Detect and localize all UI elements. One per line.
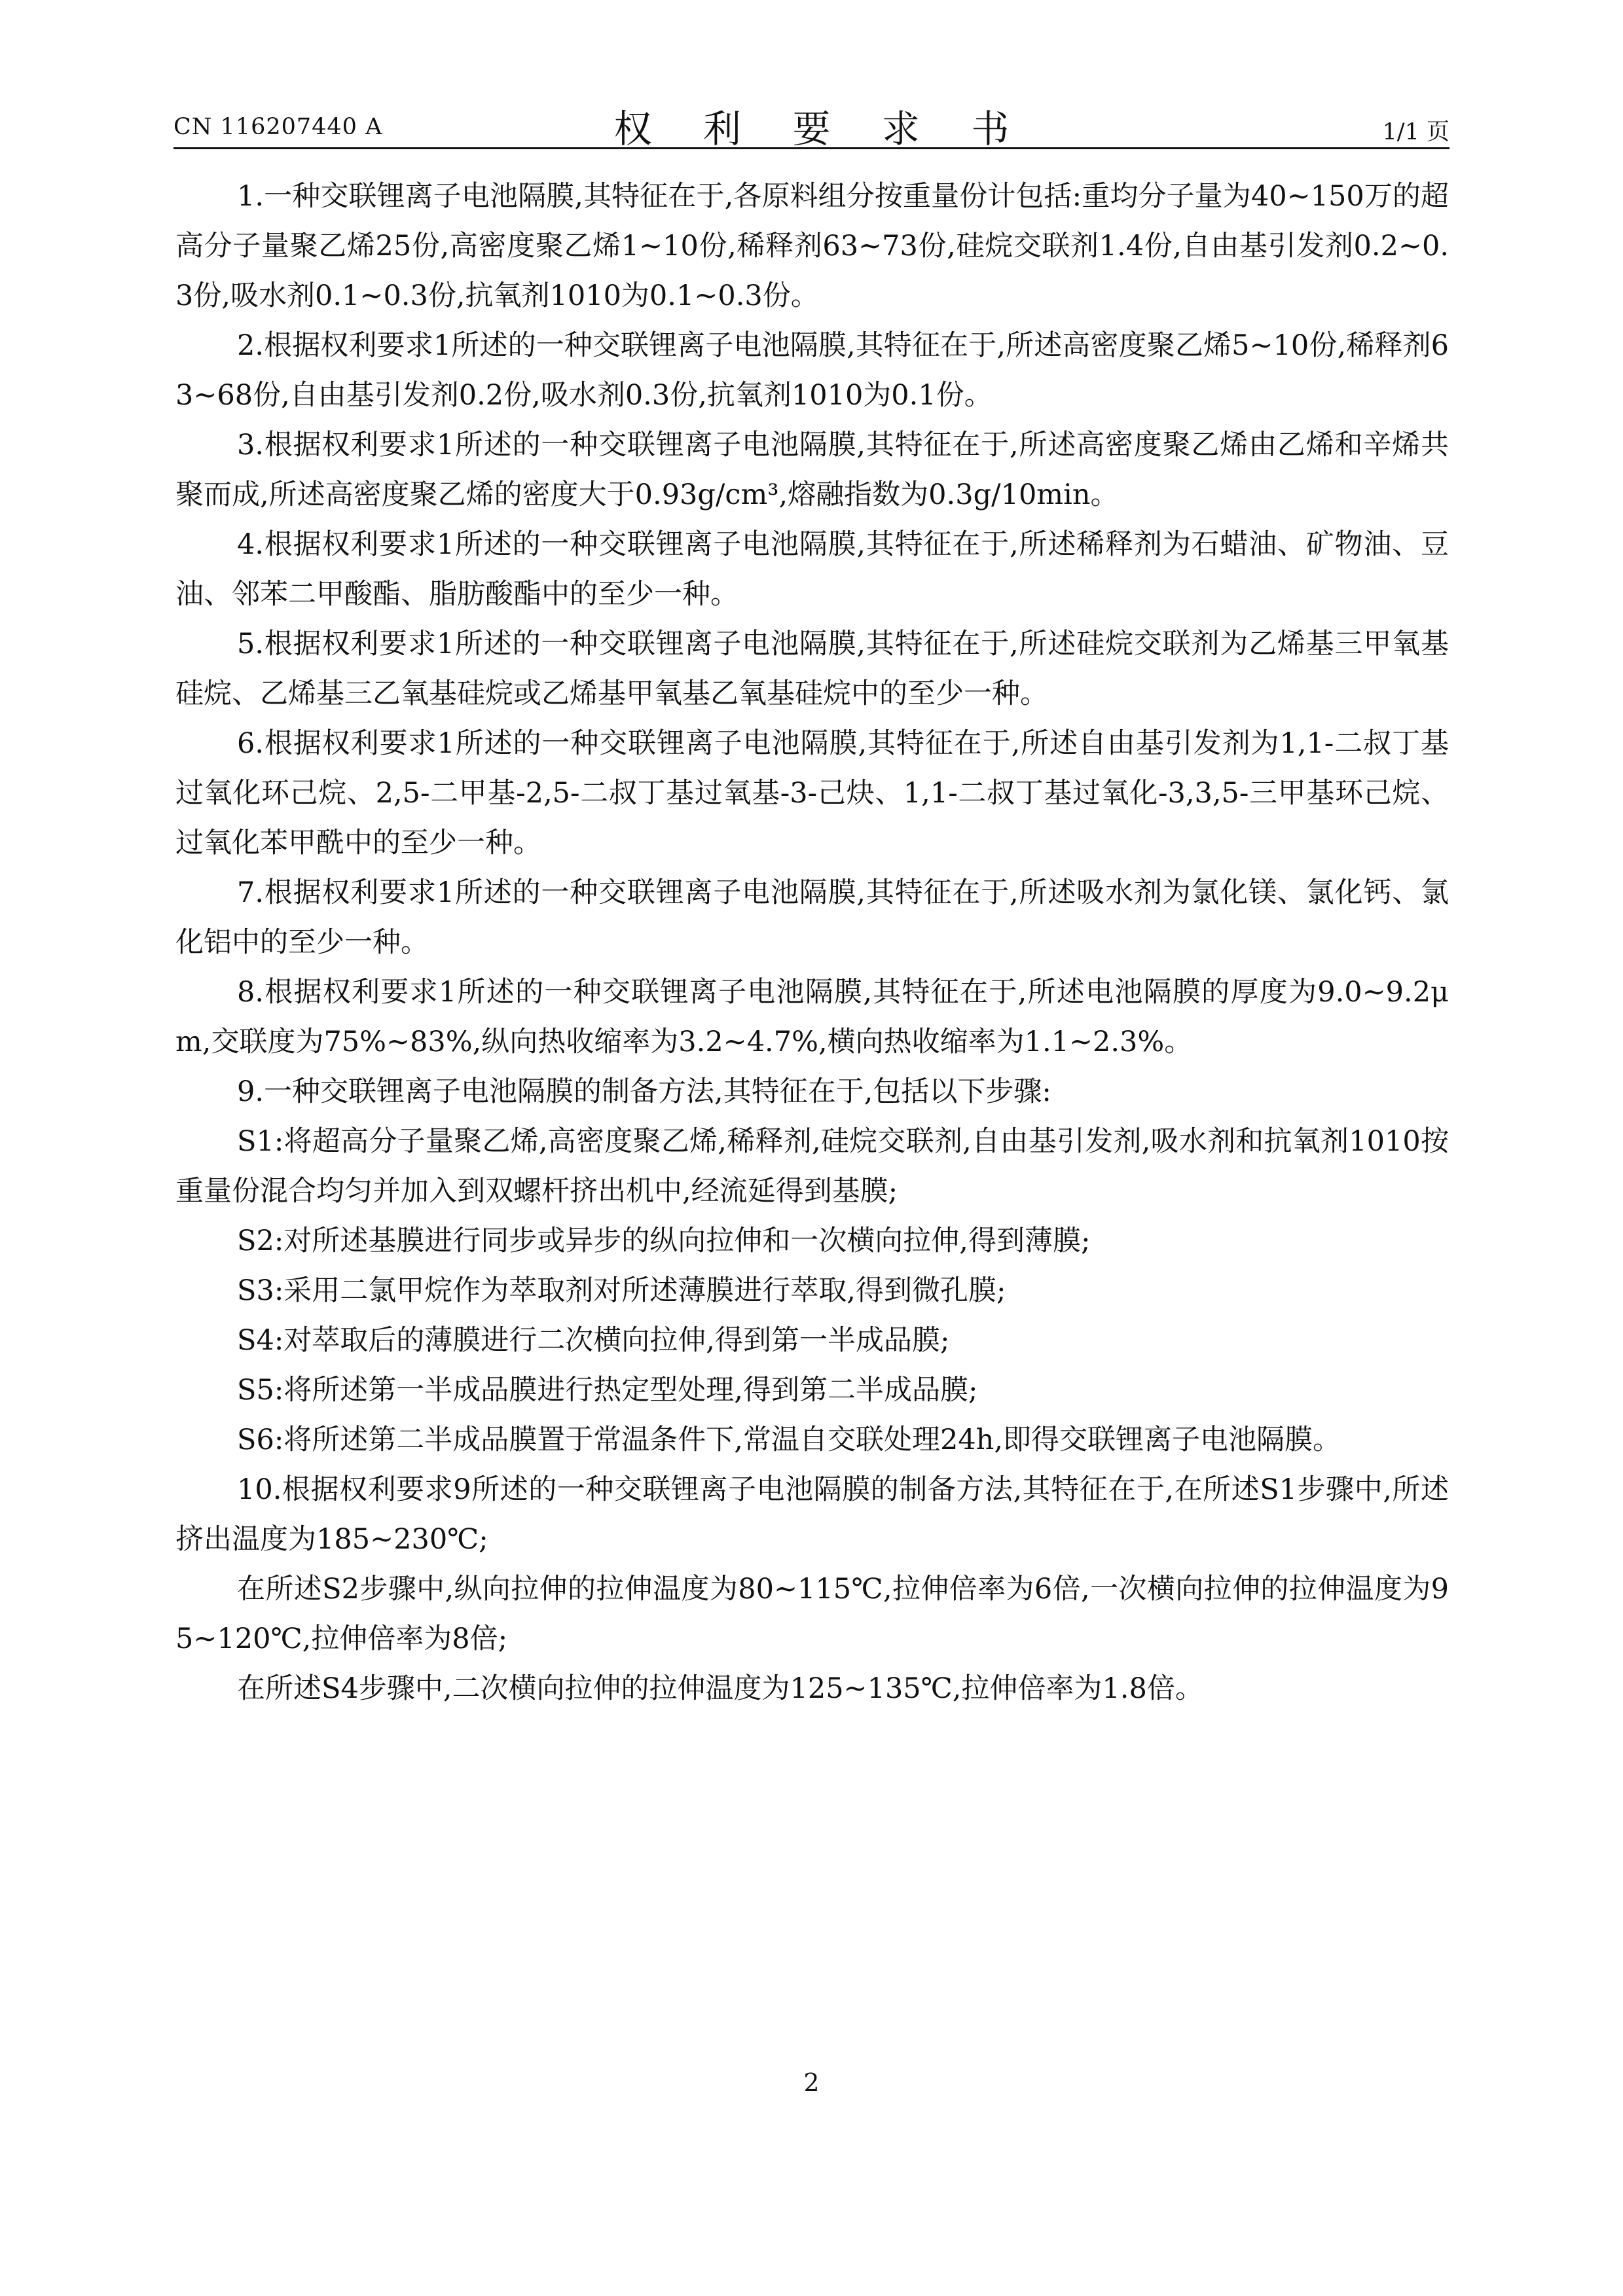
claim-6: 6.根据权利要求1所述的一种交联锂离子电池隔膜,其特征在于,所述自由基引发剂为1,1-二叔丁基过氧化环己烷、2,5-二甲基-2,5-二叔丁基过氧基-3-己炔、1,1-二叔丁基过氧化-3,3,5-三甲基环己烷、过氧化苯甲酰中的至少一种。	[175, 727, 1449, 859]
claim-2: 2.根据权利要求1所述的一种交联锂离子电池隔膜,其特征在于,所述高密度聚乙烯5~10份,稀释剂63~68份,自由基引发剂0.2份,吸水剂0.3份,抗氧剂1010为0.1份。	[175, 329, 1449, 412]
claim-5: 5.根据权利要求1所述的一种交联锂离子电池隔膜,其特征在于,所述硅烷交联剂为乙烯基三甲氧基硅烷、乙烯基三乙氧基硅烷或乙烯基甲氧基乙氧基硅烷中的至少一种。	[175, 628, 1449, 710]
patent-number: CN 116207440 A	[173, 114, 383, 140]
page-header	[173, 98, 1450, 151]
claim-8: 8.根据权利要求1所述的一种交联锂离子电池隔膜,其特征在于,所述电池隔膜的厚度为9.0~9.2μm,交联度为75%~83%,纵向热收缩率为3.2~4.7%,横向热收缩率为1.1~2.3%。	[175, 976, 1449, 1058]
document-title: 权 利 要 求 书	[613, 107, 1029, 151]
claim-1: 1.一种交联锂离子电池隔膜,其特征在于,各原料组分按重量份计包括:重均分子量为40~150万的超高分子量聚乙烯25份,高密度聚乙烯1~10份,稀释剂63~73份,硅烷交联剂1.4份,自由基引发剂0.2~0.3份,吸水剂0.1~0.3份,抗氧剂1010为0.1~0.3份。	[175, 180, 1449, 312]
claim-4: 4.根据权利要求1所述的一种交联锂离子电池隔膜,其特征在于,所述稀释剂为石蜡油、矿物油、豆油、邻苯二甲酸酯、脂肪酸酯中的至少一种。	[175, 528, 1449, 611]
page-indicator: 1/1 页	[1382, 119, 1450, 145]
claim-9-step-s5: S5:将所述第一半成品膜进行热定型处理,得到第二半成品膜;	[237, 1374, 978, 1407]
claim-10-s2-detail: 在所述S2步骤中,纵向拉伸的拉伸温度为80~115℃,拉伸倍率为6倍,一次横向拉伸的拉伸温度为95~120℃,拉伸倍率为8倍;	[175, 1573, 1449, 1655]
claim-9-step-s4: S4:对萃取后的薄膜进行二次横向拉伸,得到第一半成品膜;	[237, 1324, 950, 1357]
claim-3: 3.根据权利要求1所述的一种交联锂离子电池隔膜,其特征在于,所述高密度聚乙烯由乙烯和辛烯共聚而成,所述高密度聚乙烯的密度大于0.93g/cm³,熔融指数为0.3g/10min。	[175, 429, 1449, 511]
claim-10-s4-detail: 在所述S4步骤中,二次横向拉伸的拉伸温度为125~135℃,拉伸倍率为1.8倍。	[237, 1672, 1203, 1705]
claim-9-step-s2: S2:对所述基膜进行同步或异步的纵向拉伸和一次横向拉伸,得到薄膜;	[237, 1225, 1091, 1257]
claim-9-step-s6: S6:将所述第二半成品膜置于常温条件下,常温自交联处理24h,即得交联锂离子电池隔膜。	[237, 1424, 1341, 1456]
claim-7: 7.根据权利要求1所述的一种交联锂离子电池隔膜,其特征在于,所述吸水剂为氯化镁、氯化钙、氯化铝中的至少一种。	[175, 876, 1449, 959]
claim-9-step-s1: S1:将超高分子量聚乙烯,高密度聚乙烯,稀释剂,硅烷交联剂,自由基引发剂,吸水剂和抗氧剂1010按重量份混合均匀并加入到双螺杆挤出机中,经流延得到基膜;	[175, 1125, 1449, 1208]
claim-10: 10.根据权利要求9所述的一种交联锂离子电池隔膜的制备方法,其特征在于,在所述S1步骤中,所述挤出温度为185~230℃;	[175, 1473, 1449, 1556]
claim-9-step-s3: S3:采用二氯甲烷作为萃取剂对所述薄膜进行萃取,得到微孔膜;	[237, 1274, 1006, 1307]
header-divider	[173, 147, 1450, 149]
claims-body	[175, 171, 1449, 1713]
claim-9: 9.一种交联锂离子电池隔膜的制备方法,其特征在于,包括以下步骤:	[237, 1075, 1051, 1108]
page-number: 2	[803, 2068, 820, 2097]
